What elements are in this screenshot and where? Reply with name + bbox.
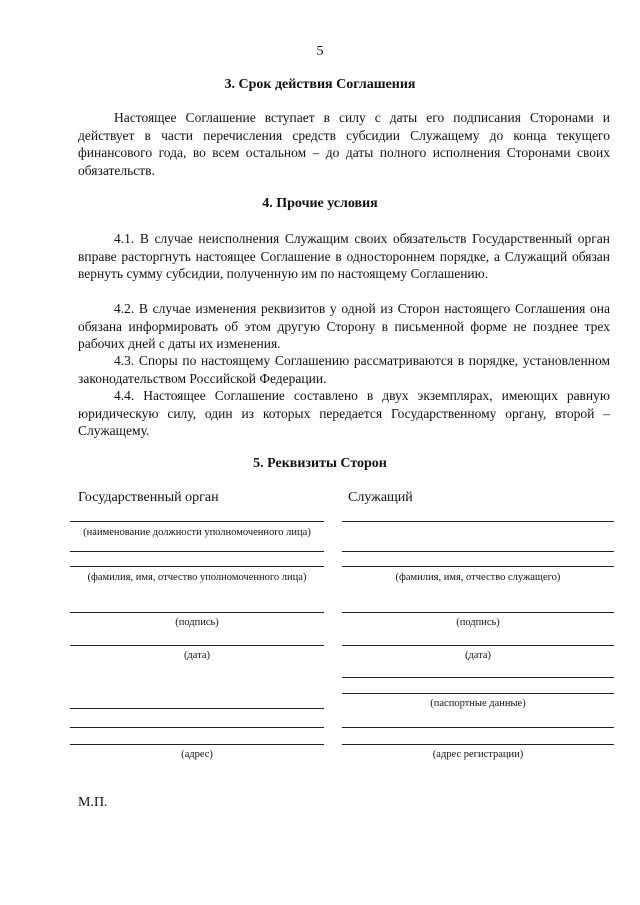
position-line-2 — [70, 551, 324, 552]
employee-label: Служащий — [348, 490, 413, 505]
passport-line-2 — [342, 693, 614, 694]
page-number: 5 — [316, 44, 324, 59]
registration-caption: (адрес регистрации) — [432, 749, 524, 760]
employee-date-caption: (дата) — [464, 650, 492, 661]
address-line-1 — [70, 708, 324, 709]
employee-name-line — [342, 566, 614, 567]
authorized-name-caption: (фамилия, имя, отчество уполномоченного лица) — [87, 572, 307, 583]
authorized-date-caption: (дата) — [183, 650, 211, 661]
section-4-heading: 4. Прочие условия — [262, 196, 378, 211]
section-3-heading: 3. Срок действия Соглашения — [224, 77, 416, 92]
section-3-paragraph: Настоящее Соглашение вступает в силу с даты его подписания Сторонами и действует в части перечисления средств субсидии Служащему до конца текущего финансового года, во всем остальном – до даты полного исполнения Сторонами своих обязательств. — [78, 110, 610, 178]
registration-line-2 — [342, 744, 614, 745]
clause-4-3: 4.3. Споры по настоящему Соглашению рассматриваются в порядке, установленном законодательством Российской Федерации. — [78, 353, 610, 386]
authorized-name-line — [70, 566, 324, 567]
employee-signature-caption: (подпись) — [456, 617, 500, 628]
authorized-date-line — [70, 645, 324, 646]
passport-line-1 — [342, 677, 614, 678]
authorized-signature-line — [70, 612, 324, 613]
government-body-label: Государственный орган — [78, 490, 219, 505]
passport-caption: (паспортные данные) — [430, 698, 526, 709]
employee-signature-line — [342, 612, 614, 613]
employee-line-2 — [342, 551, 614, 552]
authorized-signature-caption: (подпись) — [175, 617, 219, 628]
clause-4-2: 4.2. В случае изменения реквизитов у одной из Сторон настоящего Соглашения она обязана информировать об этом другую Сторону в письменной форме не позднее трех рабочих дней с даты их изменения. — [78, 301, 610, 351]
address-line-3 — [70, 744, 324, 745]
stamp-place-label: М.П. — [78, 795, 108, 810]
employee-date-line — [342, 645, 614, 646]
employee-line-1 — [342, 521, 614, 522]
address-caption: (адрес) — [181, 749, 213, 760]
position-line — [70, 521, 324, 522]
address-line-2 — [70, 727, 324, 728]
clause-4-4: 4.4. Настоящее Соглашение составлено в двух экземплярах, имеющих равную юридическую силу, один из которых передается Государственному органу, второй – Служащему. — [78, 388, 610, 438]
section-5-heading: 5. Реквизиты Сторон — [253, 456, 387, 471]
employee-name-caption: (фамилия, имя, отчество служащего) — [395, 572, 561, 583]
position-caption: (наименование должности уполномоченного лица) — [83, 527, 311, 538]
registration-line-1 — [342, 727, 614, 728]
clause-4-1: 4.1. В случае неисполнения Служащим своих обязательств Государственный орган вправе расторгнуть настоящее Соглашение в одностороннем порядке, а Служащий обязан вернуть сумму субсидии, полученную им по настоящему Соглашению. — [78, 231, 610, 281]
